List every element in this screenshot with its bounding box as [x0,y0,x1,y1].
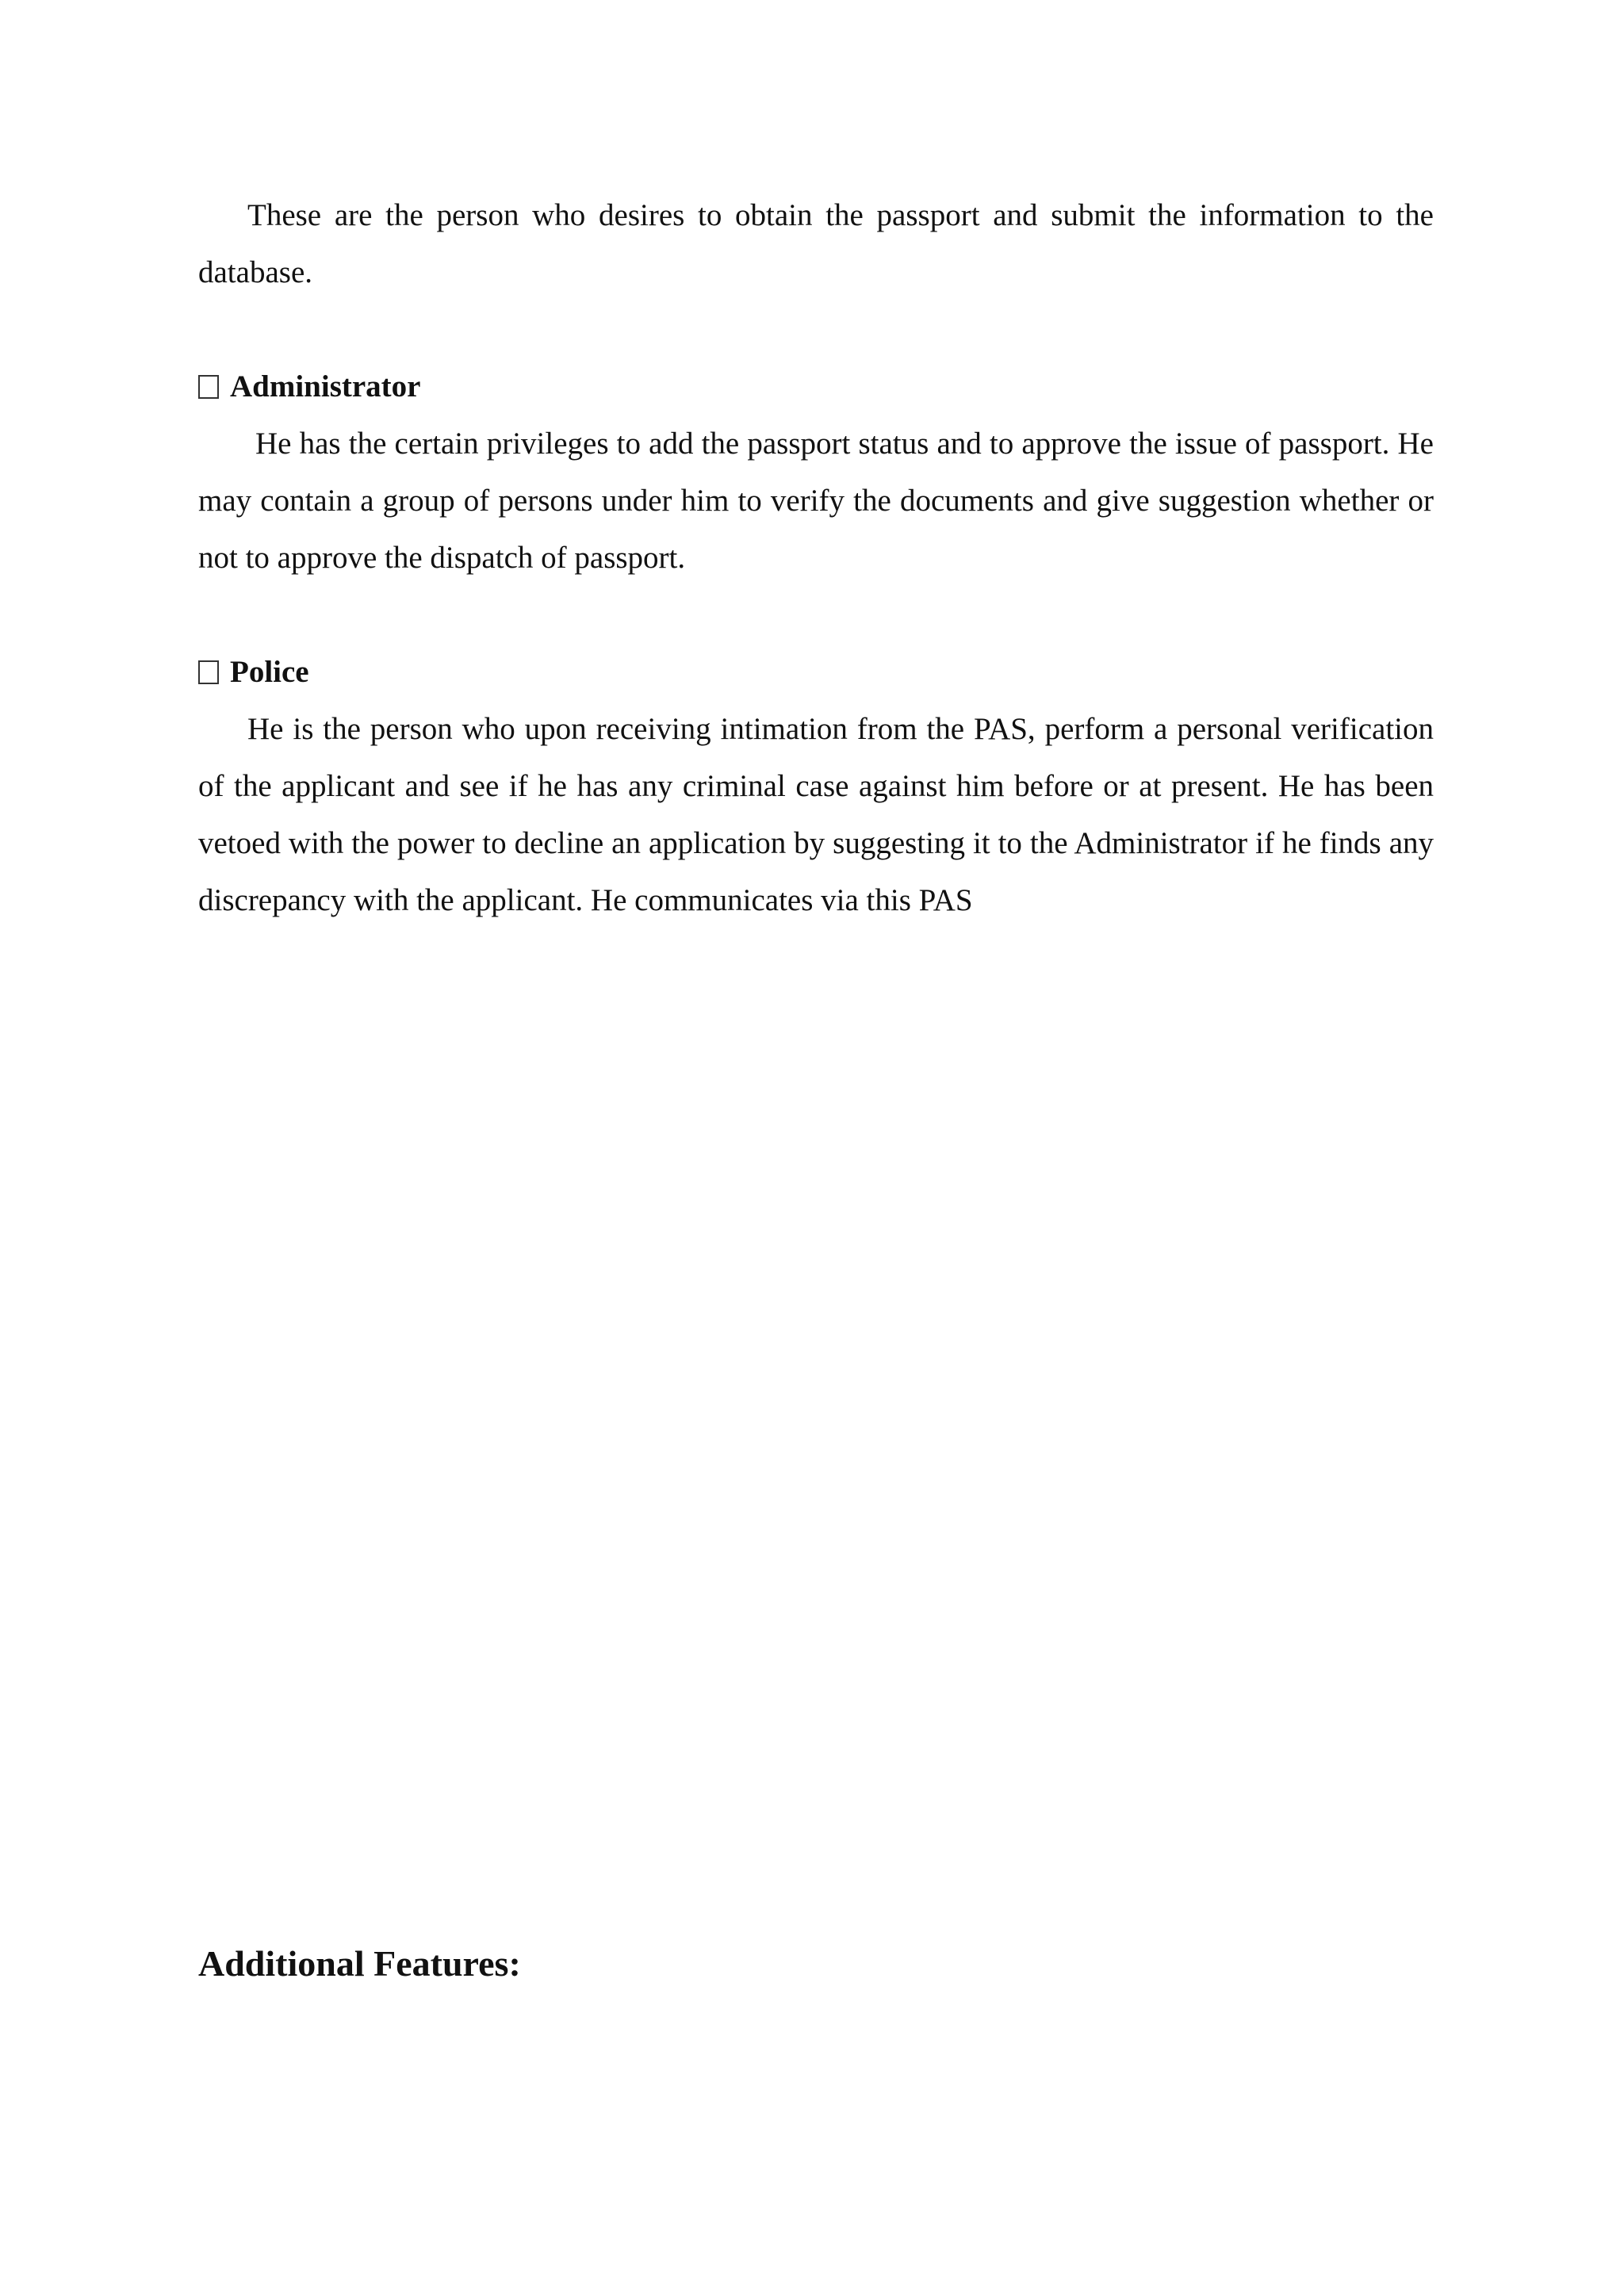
square-bullet-icon [198,375,219,399]
additional-features-heading: Additional Features: [198,1943,521,1984]
police-heading [198,644,309,701]
administrator-paragraph: He has the certain privileges to add the passport status and to approve the issue of passport. He may contain a group of persons under him to verify the documents and give suggestion whether or not to approve the dispatch of passport. [198,427,1434,575]
police-paragraph: He is the person who upon receiving intimation from the PAS, perform a personal verification of the applicant and see if he has any criminal case against him before or at present. He has been vetoed with the power to decline an application by suggesting it to the Administrator if he finds any discrepancy with the applicant. He communicates via this PAS [198,712,1434,917]
square-bullet-icon [198,660,219,684]
administrator-heading [198,358,420,415]
administrator-heading-text: Administrator [230,369,421,404]
intro-paragraph: These are the person who desires to obtain the passport and submit the information to the database. [198,198,1434,289]
police-heading-text: Police [230,655,309,689]
